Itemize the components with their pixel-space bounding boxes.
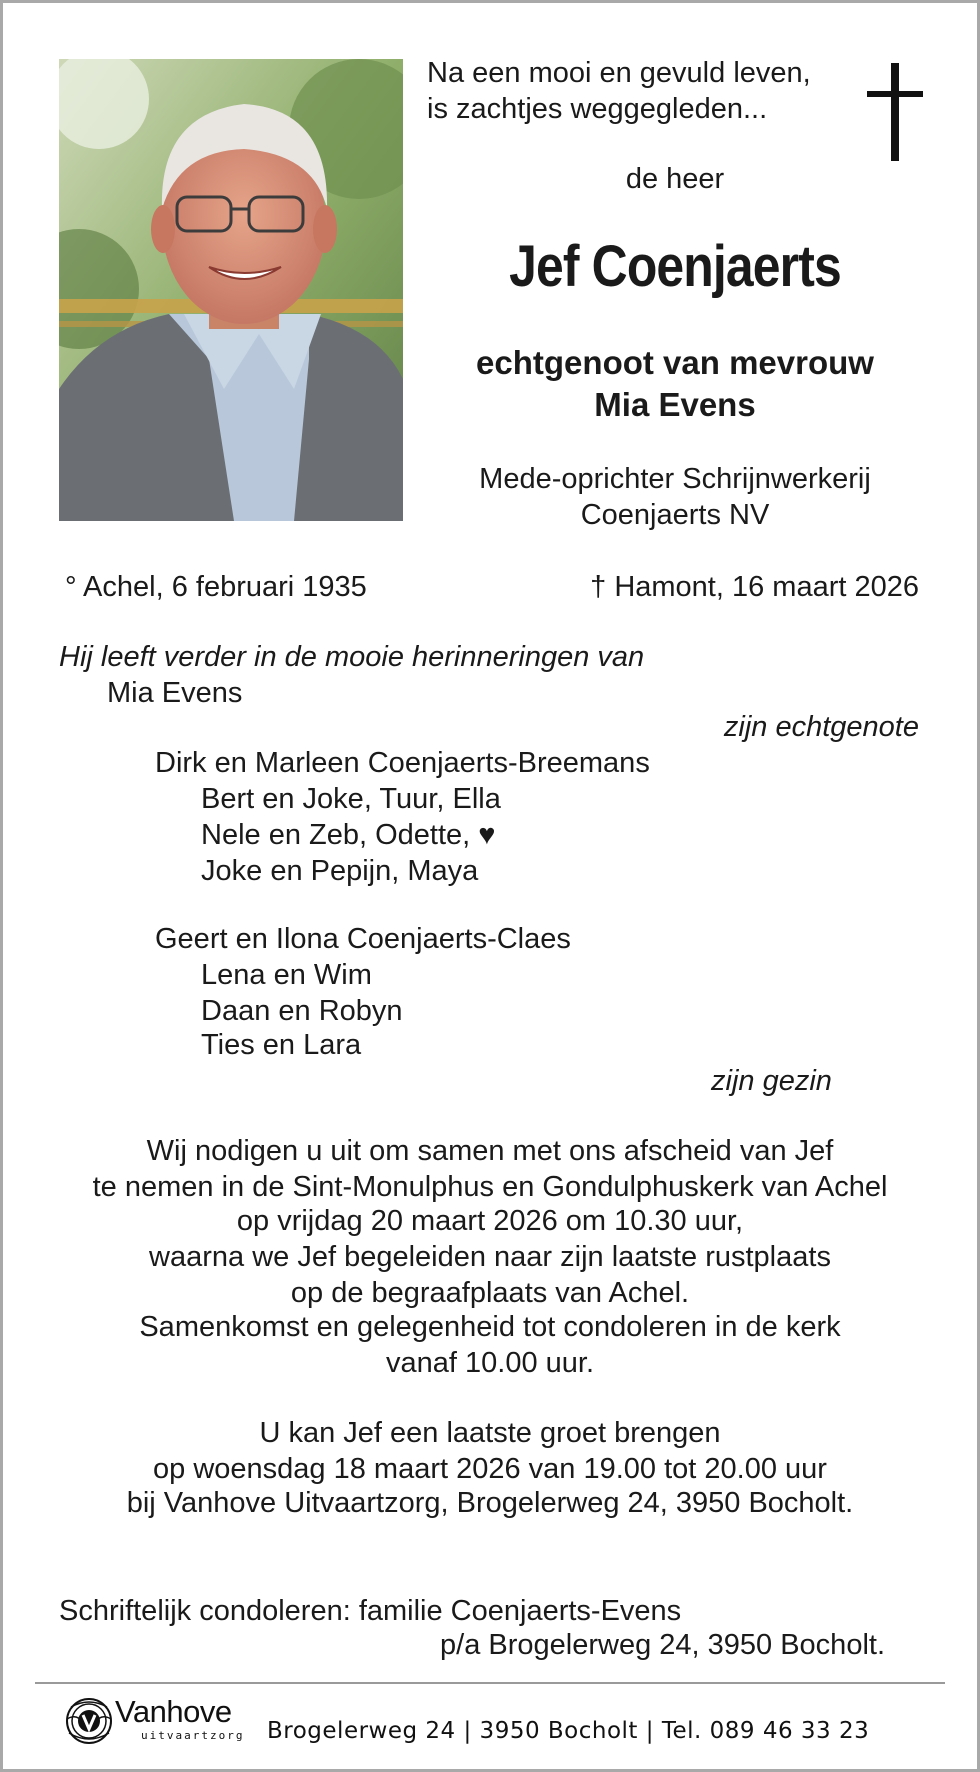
- spouse-line-1: echtgenoot van mevrouw: [476, 344, 874, 381]
- role-line-1: Mede-oprichter Schrijnwerkerij: [479, 463, 871, 495]
- footer-address: Brogelerweg 24 | 3950 Bocholt | Tel. 089 46 33 23: [267, 1718, 870, 1744]
- spouse-name: Mia Evens: [107, 677, 243, 709]
- portrait-photo: [59, 59, 403, 521]
- intro-line-2: is zachtjes weggegleden...: [427, 93, 768, 125]
- condolence-line-1: Schriftelijk condoleren: familie Coenjaerts-Evens: [59, 1595, 682, 1627]
- family-label: zijn gezin: [711, 1065, 832, 1097]
- spouse-line-2: Mia Evens: [594, 386, 756, 423]
- ceremony-line: vanaf 10.00 uur.: [386, 1347, 594, 1379]
- ceremony-line: op vrijdag 20 maart 2026 om 10.30 uur,: [236, 1205, 744, 1237]
- condolence-line-2: p/a Brogelerweg 24, 3950 Bocholt.: [440, 1629, 885, 1661]
- visit-line: op woensdag 18 maart 2026 van 19.00 tot 20.00 uur: [153, 1453, 827, 1485]
- grandchild-line: Nele en Zeb, Odette, ♥: [201, 819, 496, 851]
- grandchild-line: Ties en Lara: [201, 1029, 362, 1061]
- visit-line: U kan Jef een laatste groet brengen: [259, 1417, 721, 1449]
- visit-line: bij Vanhove Uitvaartzorg, Brogelerweg 24, 3950 Bocholt.: [126, 1487, 854, 1519]
- ceremony-line: waarna we Jef begeleiden naar zijn laatste rustplaats: [149, 1241, 831, 1273]
- footer-divider: [35, 1682, 945, 1684]
- ceremony-line: op de begraafplaats van Achel.: [290, 1277, 690, 1309]
- grandchild-line: Bert en Joke, Tuur, Ella: [201, 783, 501, 815]
- grandchild-line: Lena en Wim: [201, 959, 372, 991]
- vanhove-emblem-icon: [63, 1693, 115, 1749]
- grandchild-line: Daan en Robyn: [201, 995, 403, 1027]
- role-line-2: Coenjaerts NV: [580, 499, 770, 531]
- child-1: Dirk en Marleen Coenjaerts-Breemans: [155, 747, 650, 779]
- brand-name: Vanhove: [115, 1694, 232, 1729]
- brand-subtitle: uitvaartzorg: [141, 1729, 245, 1742]
- death-date: † Hamont, 16 maart 2026: [590, 571, 919, 603]
- ceremony-line: Wij nodigen u uit om samen met ons afscheid van Jef: [146, 1135, 834, 1167]
- spouse-label: zijn echtgenote: [723, 711, 919, 743]
- deceased-name: Jef Coenjaerts: [509, 234, 841, 299]
- grandchild-line: Joke en Pepijn, Maya: [201, 855, 479, 887]
- ceremony-line: te nemen in de Sint-Monulphus en Gondulphuskerk van Achel: [92, 1171, 888, 1203]
- vanhove-logo: [63, 1691, 263, 1751]
- family-intro: Hij leeft verder in de mooie herinneringen van: [59, 641, 645, 673]
- birth-date: ° Achel, 6 februari 1935: [65, 571, 367, 603]
- ceremony-line: Samenkomst en gelegenheid tot condoleren in de kerk: [139, 1311, 841, 1343]
- cross-icon: [867, 63, 923, 161]
- intro-line-1: Na een mooi en gevuld leven,: [427, 57, 811, 89]
- child-2: Geert en Ilona Coenjaerts-Claes: [155, 923, 571, 955]
- title-prefix: de heer: [625, 163, 725, 195]
